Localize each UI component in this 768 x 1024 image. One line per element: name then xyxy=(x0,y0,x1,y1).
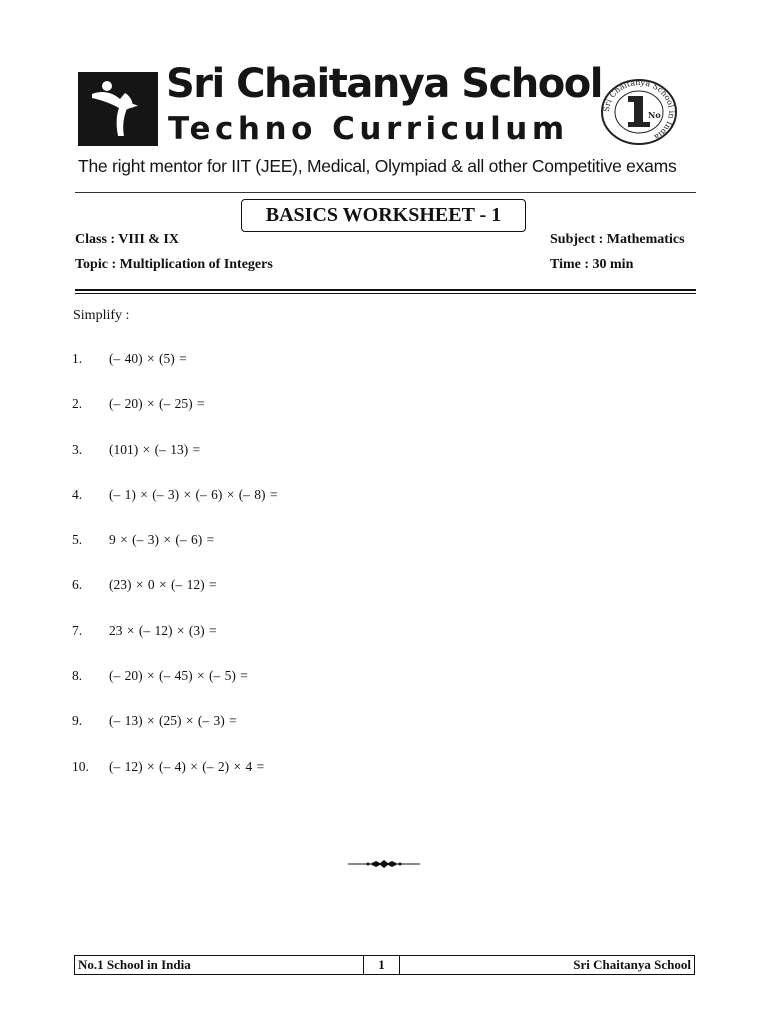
question-expression: (– 40) × (5) = xyxy=(109,351,187,366)
question-number: 7. xyxy=(72,622,83,638)
svg-text:Sri Chaitanya School in India: Sri Chaitanya School in India xyxy=(601,78,677,142)
question-expression: (– 12) × (– 4) × (– 2) × 4 = xyxy=(109,758,265,774)
question-expression: (– 1) × (– 3) × (– 6) × (– 8) = xyxy=(109,486,278,502)
worksheet-title: BASICS WORKSHEET - 1 xyxy=(241,199,526,232)
time-label: Time : 30 min xyxy=(550,257,634,272)
question-item xyxy=(72,487,672,532)
svg-text:No: No xyxy=(648,110,661,120)
brand-subtitle: Techno Curriculum xyxy=(168,111,569,147)
question-expression: 23 × (– 12) × (3) = xyxy=(109,622,217,638)
page-number: 1 xyxy=(363,956,400,974)
question-number: 8. xyxy=(72,668,83,684)
section-divider-thin xyxy=(75,293,696,294)
no1-seal-icon xyxy=(600,78,678,146)
question-item xyxy=(72,668,672,713)
question-item xyxy=(72,713,672,758)
question-number: 3. xyxy=(72,441,83,457)
section-divider xyxy=(75,289,696,291)
question-expression: (– 13) × (25) × (– 3) = xyxy=(109,713,237,729)
question-number: 10. xyxy=(72,758,89,774)
question-expression: (– 20) × (– 45) × (– 5) = xyxy=(109,668,248,684)
question-item xyxy=(72,623,672,668)
header-divider xyxy=(75,192,696,193)
ornament-divider-icon xyxy=(348,857,420,871)
question-number: 6. xyxy=(72,577,83,593)
question-item xyxy=(72,532,672,577)
question-number: 9. xyxy=(72,713,83,729)
footer-right-text: Sri Chaitanya School xyxy=(573,957,691,972)
question-number: 2. xyxy=(72,396,83,412)
question-item xyxy=(72,351,672,396)
tagline: The right mentor for IIT (JEE), Medical, Olympiad & all other Competitive exams xyxy=(78,156,677,176)
school-logo xyxy=(78,72,158,146)
question-number: 4. xyxy=(72,486,83,502)
class-label: Class : VIII & IX xyxy=(75,232,179,247)
subject-label: Subject : Mathematics xyxy=(550,232,685,247)
question-expression: 9 × (– 3) × (– 6) = xyxy=(109,532,215,548)
question-expression: (– 20) × (– 25) = xyxy=(109,396,205,412)
brand-name: Sri Chaitanya School xyxy=(166,61,602,107)
question-number: 1. xyxy=(72,351,83,366)
question-item xyxy=(72,577,672,622)
instruction-text: Simplify : xyxy=(73,308,130,323)
question-expression: (101) × (– 13) = xyxy=(109,441,201,457)
question-expression: (23) × 0 × (– 12) = xyxy=(109,577,217,593)
page-footer xyxy=(74,955,695,975)
footer-left-text: No.1 School in India xyxy=(78,957,191,972)
question-item xyxy=(72,759,672,804)
runner-logo-icon xyxy=(78,72,158,146)
question-number: 5. xyxy=(72,532,83,548)
question-list xyxy=(72,351,672,804)
question-item xyxy=(72,442,672,487)
topic-label: Topic : Multiplication of Integers xyxy=(75,257,273,272)
question-item xyxy=(72,396,672,441)
